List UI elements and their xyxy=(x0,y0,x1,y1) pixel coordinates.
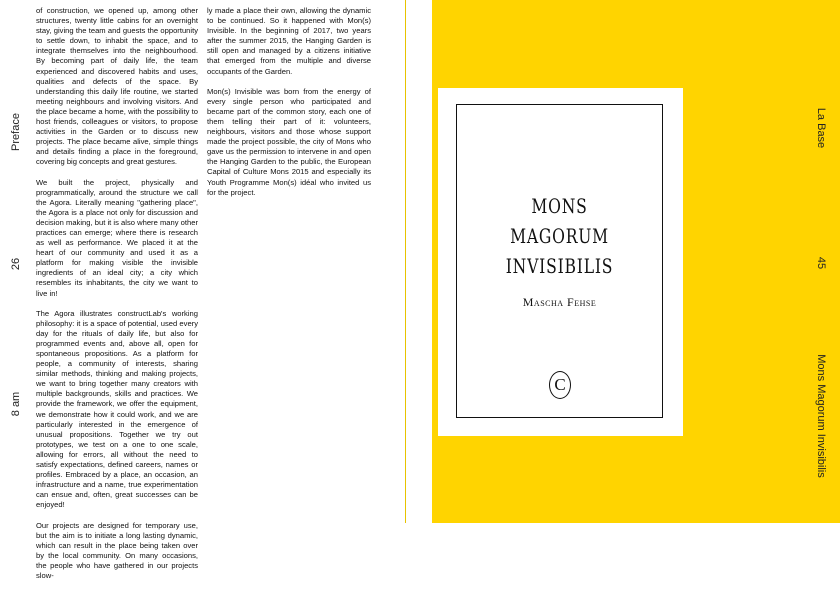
book-title-line: MONS xyxy=(531,194,588,218)
book-title-line: INVISIBILIS xyxy=(505,254,614,278)
book-title-line: MAGORUM xyxy=(510,224,609,248)
left-section-label: Preface xyxy=(10,113,22,151)
right-chapter-label: Mons Magorum Invisibilis xyxy=(815,354,827,478)
paragraph: The Agora illustrates constructLab's working philosophy: it is a space of potential, used every day for the rituals of daily life, but also for programmed events and, above all, open for spontaneous propositions. As a platform for people, a community of interests, sharing similar methods, thinking and making projects, we want to bring together many creators with multiple backgrounds, skills and practices. We provide the framework, we offer the equipment, we demonstrate how it could work, and we are particularly interested in the emergence of unusual propositions. Together we try out prototypes, we test on a one to one scale, allowing for errors, all without the need to satisfy expectations, defined careers, names or profiles. Embraced by a place, an occasion, an infrastructure and a name, true experimentation can ensue and, often, great successes can be enjoyed! xyxy=(36,308,198,510)
paragraph: of construction, we opened up, among other structures, twenty little cabins for an overnight stay, giving the team and guests the opportunity to settle down, to inhabit the space, and to integrate themselves into the neighbourhood. By becoming part of daily life, the team experienced and discovered habits and uses, qualities and defects of the space. By understanding this daily life routine, we started meeting neighbours and involving visitors. And the place became a home, with the possibility to host friends, colleagues or visitors, to propose activities in the Garden or to discuss new projects. The place became alive, simple things and details finding a place in the foreground, covering big concepts and great gestures. xyxy=(36,6,198,167)
right-page-number: 45 xyxy=(815,256,827,270)
paragraph: We built the project, physically and programmatically, around the structure we call the Agora. Literally meaning "gathering place", the Agora is a place not only for discussion and decision making, but it is also where many other practices can emerge; where there is research as well as performance. We placed it at the heart of our community and used it as a platform for making visible the invisible ingredients of an ideal city; a city which resembles its inhabitants, the city we want to live in! xyxy=(36,177,198,298)
publisher-logo-icon: C xyxy=(549,371,571,399)
paragraph: ly made a place their own, allowing the dynamic to be continued. So it happened with Mon(s) Invisible. In the beginning of 2017, two years after the summer 2015, the Hanging Garden is still open and managed by a citizens initiative that emerged from the multiple and diverse occupants of the Garden. xyxy=(207,6,371,76)
left-chapter-label: 8 am xyxy=(10,391,22,417)
paragraph: Our projects are designed for temporary use, but the aim is to initiate a long lasting dynamic, which can result in the place being taken over by the local community. On many occasions, the people who have gathered in our projects slow- xyxy=(36,520,198,580)
book-author: Mascha Fehse xyxy=(522,295,597,309)
book-cover-frame xyxy=(456,104,663,418)
right-section-label: La Base xyxy=(815,107,827,149)
text-column-2 xyxy=(207,6,371,208)
paragraph: Mon(s) Invisible was born from the energy of every single person who participated and became part of the common story, each one of them telling their part of it: volunteers, neighbours, visitors and those whose support made the project possible, the city of Mons who gave us the permission to intervene in and open the Hanging Garden to the public, the European Capital of Culture Mons 2015 and especially its Youth Programme Mon(s) idéal who invited us for the project. xyxy=(207,86,371,197)
book-cover xyxy=(438,88,683,436)
left-page-number: 26 xyxy=(10,257,22,271)
page-gutter-strip xyxy=(405,0,432,523)
book-title xyxy=(480,191,640,281)
text-column-1 xyxy=(36,6,198,591)
